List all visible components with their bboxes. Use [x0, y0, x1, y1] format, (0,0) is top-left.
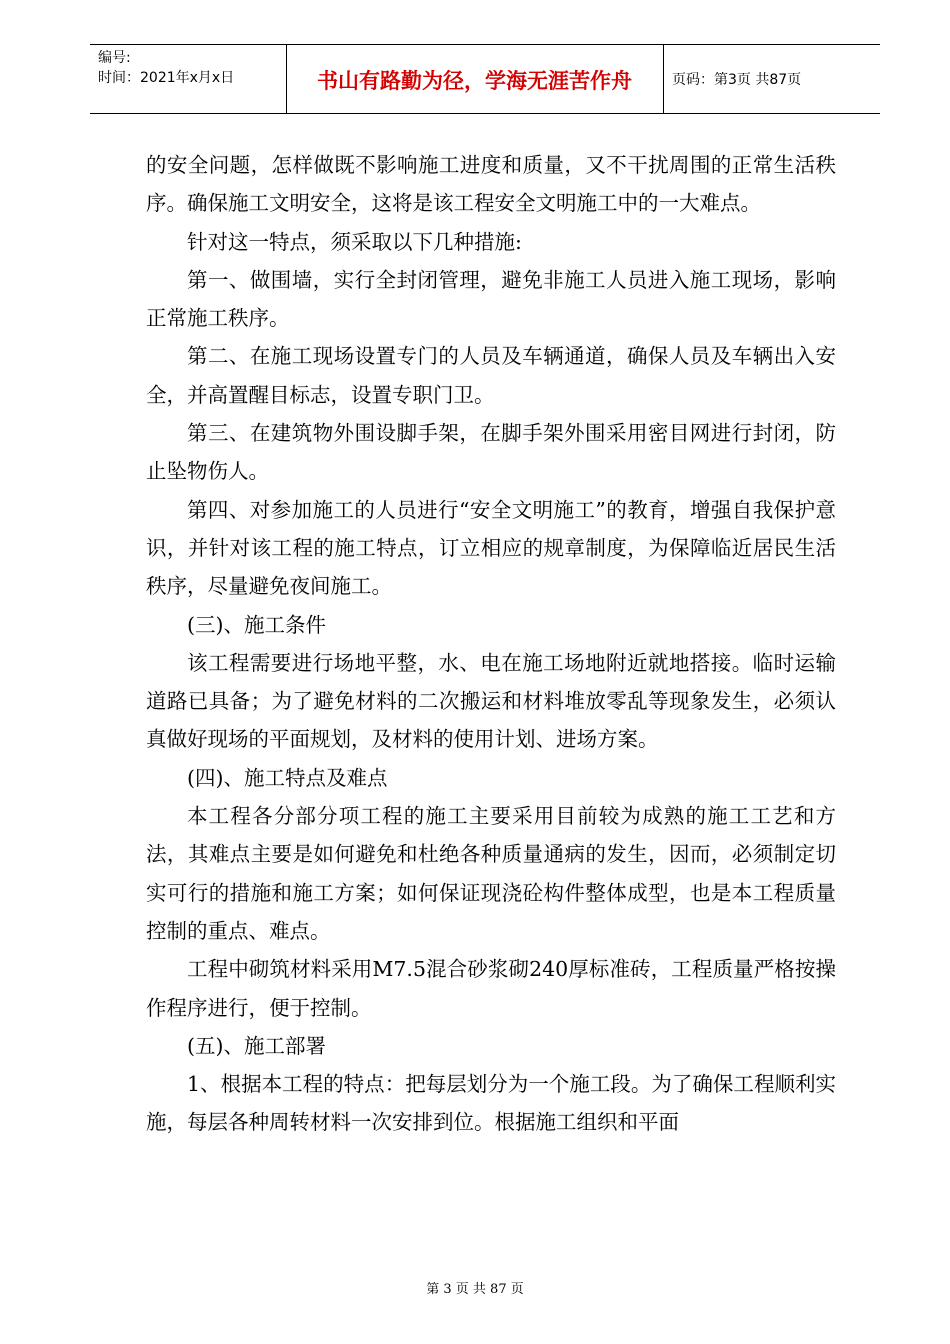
- header-bottom-rule: [90, 113, 880, 114]
- body-paragraph: 第一、做围墙，实行全封闭管理，避免非施工人员进入施工现场，影响正常施工秩序。: [146, 267, 836, 331]
- body-paragraph: 1、根据本工程的特点：把每层划分为一个施工段。为了确保工程顺利实施，每层各种周转材料一次安排到位。根据施工组织和平面: [146, 1072, 836, 1135]
- body-paragraph: 该工程需要进行场地平整，水、电在施工场地附近就地搭接。临时运输道路已具备；为了避免材料的二次搬运和材料堆放零乱等现象发生，必须认真做好现场的平面规划，及材料的使用计划、进场方案。: [146, 650, 836, 752]
- body-paragraph: 的安全问题，怎样做既不影响施工进度和质量，又不干扰周围的正常生活秩序。确保施工文明安全，这将是该工程安全文明施工中的一大难点。: [146, 153, 836, 216]
- header-top-rule: [90, 44, 880, 45]
- header-time-label: 时间：2021年x月x日: [98, 70, 235, 86]
- body-paragraph: 针对这一特点，须采取以下几种措施:: [187, 229, 522, 254]
- page-header: [90, 44, 880, 114]
- body-paragraph: 工程中砌筑材料采用M7.5混合砂浆砌240厚标准砖，工程质量严格按操作程序进行，便于控制。: [146, 957, 836, 1020]
- body-paragraph: (五)、施工部署: [187, 1033, 326, 1058]
- body-paragraph: (四)、施工特点及难点: [187, 765, 388, 790]
- body-paragraph: (三)、施工条件: [187, 612, 326, 637]
- header-divider-right: [663, 44, 664, 114]
- header-number-label: 编号:: [98, 50, 131, 66]
- page-footer: 第 3 页 共 87 页: [426, 1282, 524, 1297]
- body-paragraph: 第二、在施工现场设置专门的人员及车辆通道，确保人员及车辆出入安全，并高置醒目标志，设置专职门卫。: [146, 344, 836, 407]
- body-paragraph: 第四、对参加施工的人员进行“安全文明施工”的教育，增强自我保护意识，并针对该工程的施工特点，订立相应的规章制度，为保障临近居民生活秩序，尽量避免夜间施工。: [146, 497, 836, 599]
- body-paragraph: 第三、在建筑物外围设脚手架，在脚手架外围采用密目网进行封闭，防止坠物伤人。: [146, 421, 836, 484]
- header-page-label: 页码：第3页 共87页: [672, 72, 802, 88]
- header-motto: 书山有路勤为径，学海无涯苦作舟: [317, 69, 632, 93]
- body-paragraph: 本工程各分部分项工程的施工主要采用目前较为成熟的施工工艺和方法，其难点主要是如何避免和杜绝各种质量通病的发生，因而，必须制定切实可行的措施和施工方案；如何保证现浇砼构件整体成型，也是本工程质量控制的重点、难点。: [146, 804, 836, 943]
- document-body: [146, 146, 836, 1142]
